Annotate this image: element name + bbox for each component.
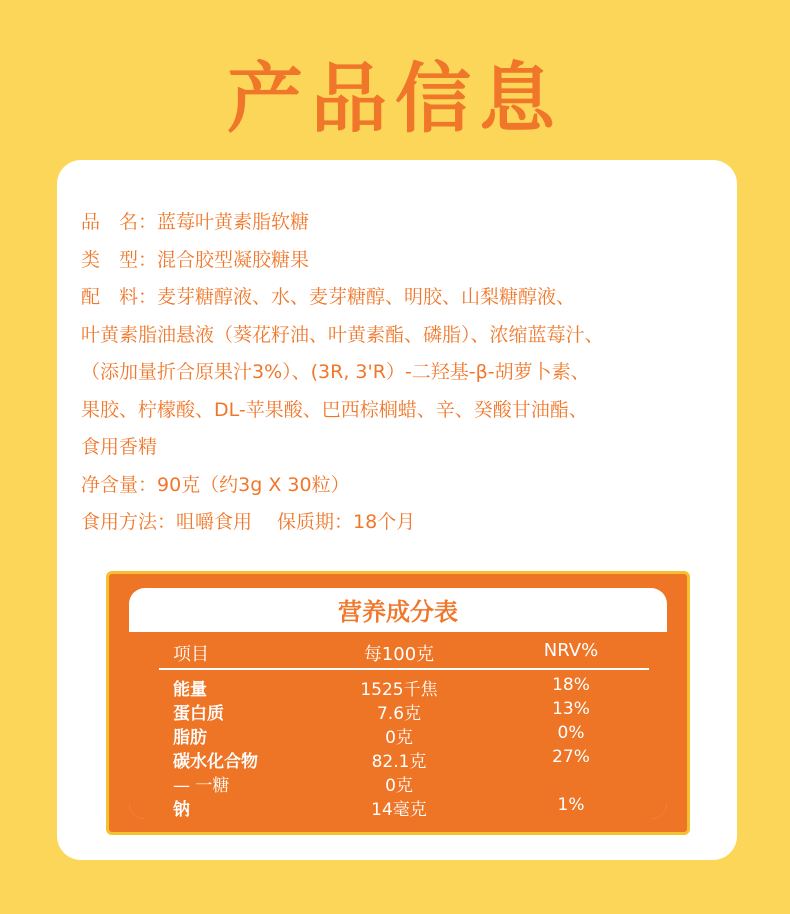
nutrition-table-title: 营养成分表 — [338, 598, 458, 626]
table-row — [129, 747, 667, 771]
info-line-ingredients-2: 叶黄素脂油悬液（葵花籽油、叶黄素酯、磷脂）、浓缩蓝莓汁、 — [81, 323, 604, 346]
row-label: 钠 — [173, 800, 190, 820]
row-value: 0克 — [385, 728, 413, 748]
header-nrv: NRV% — [543, 640, 599, 661]
product-info-card — [57, 160, 737, 860]
nutrition-table-inner — [129, 588, 667, 819]
row-value: 14毫克 — [371, 800, 427, 820]
nutrition-table-body — [129, 632, 667, 819]
info-line-name: 品 名：蓝莓叶黄素脂软糖 — [81, 211, 310, 233]
page-title: 产品信息 — [227, 54, 563, 143]
row-value: 1525千焦 — [360, 680, 438, 700]
table-header-row — [129, 640, 667, 664]
info-line-ingredients-4: 果胶、柠檬酸、DL-苹果酸、巴西棕榈蜡、辛、癸酸甘油酯、 — [81, 398, 588, 421]
row-nrv: 0% — [557, 723, 585, 743]
info-line-type: 类 型：混合胶型凝胶糖果 — [81, 248, 310, 271]
table-row — [129, 699, 667, 723]
row-value: 82.1克 — [371, 752, 427, 772]
info-line-usage-shelf-life: 食用方法：咀嚼食用 保质期：18个月 — [81, 511, 416, 533]
info-line-ingredients-5: 食用香精 — [81, 436, 158, 458]
info-line-ingredients-3: （添加量折合原果汁3%）、(3R, 3'R）-二羟基-β-胡萝卜素、 — [81, 361, 590, 383]
header-item: 项目 — [173, 644, 209, 665]
row-nrv: 27% — [552, 747, 590, 767]
info-line-ingredients-1: 配 料：麦芽糖醇液、水、麦芽糖醇、明胶、山梨糖醇液、 — [81, 286, 576, 308]
table-divider — [159, 668, 649, 670]
row-value: 7.6克 — [376, 704, 422, 724]
table-row — [129, 771, 667, 795]
row-label: 能量 — [173, 680, 207, 700]
row-nrv: 18% — [552, 675, 590, 695]
row-label: 脂肪 — [173, 728, 207, 748]
product-info-text — [81, 204, 721, 542]
table-row — [129, 795, 667, 819]
info-line-net-content: 净含量：90克（约3g X 30粒） — [81, 473, 350, 496]
row-value: 0克 — [385, 776, 413, 796]
table-row — [129, 675, 667, 699]
row-label: 碳水化合物 — [173, 752, 258, 772]
row-nrv: 13% — [552, 699, 590, 719]
row-label: — 一糖 — [173, 776, 230, 796]
header-per-100g: 每100克 — [363, 644, 435, 665]
row-label: 蛋白质 — [173, 704, 224, 724]
nutrition-table — [106, 571, 690, 835]
table-row — [129, 723, 667, 747]
row-nrv: 1% — [557, 795, 585, 815]
